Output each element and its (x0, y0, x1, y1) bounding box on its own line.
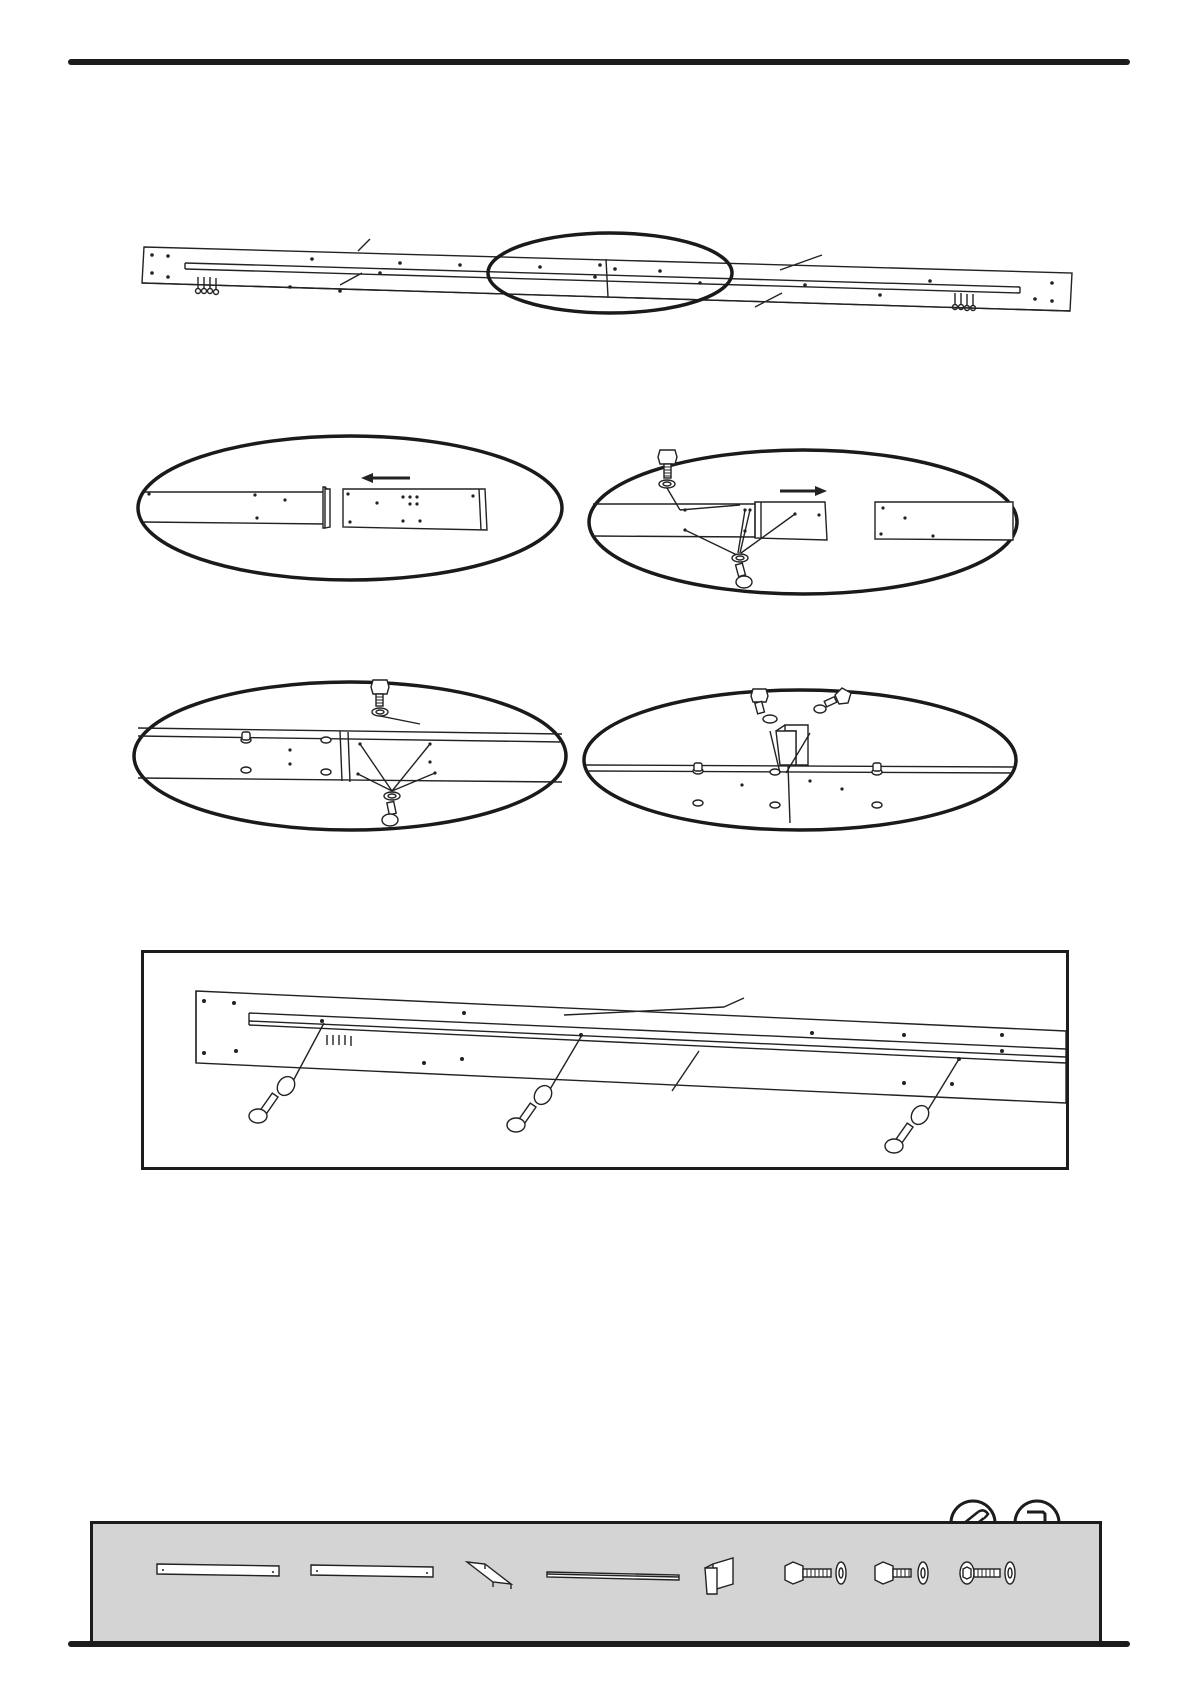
rail-assembly (142, 239, 1072, 311)
hex-bolt-bottom (382, 792, 400, 826)
u-bracket (705, 1558, 733, 1594)
detail-slide-right-bolt (585, 440, 1020, 600)
short-plate (467, 1562, 511, 1589)
detail-bolt-joint (130, 676, 570, 836)
hex-bolt-left (751, 689, 777, 723)
hex-bolt-bottom (732, 554, 752, 588)
detail-slide-left (135, 432, 565, 584)
overview-diagram (140, 225, 1080, 325)
hex-bolt-top (371, 680, 389, 716)
hex-bolt-long (785, 1562, 846, 1584)
long-rail-a (157, 1564, 279, 1576)
final-assembly-box (141, 950, 1069, 1170)
hex-bolt-short (875, 1562, 928, 1584)
round-head-screw (960, 1562, 1015, 1584)
bottom-rule (68, 1641, 1130, 1647)
detail-attach-bracket (580, 685, 1020, 835)
thin-rod (547, 1572, 679, 1580)
top-rule (68, 59, 1130, 65)
long-rail-b (311, 1565, 433, 1577)
parts-list-bar (90, 1521, 1102, 1647)
